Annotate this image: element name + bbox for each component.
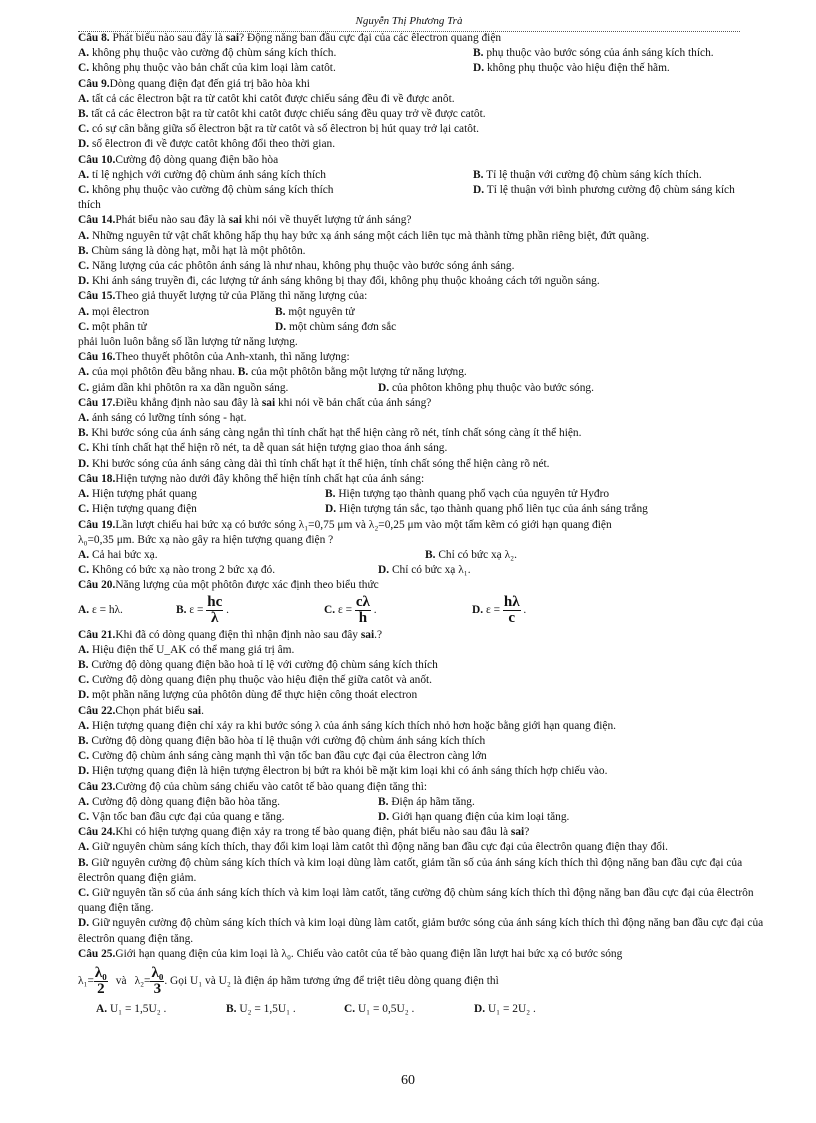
question-text: . Gọi U₁ và U₂ là điện áp hãm tương ứng để triệt tiêu dòng quang điện thì xyxy=(164,975,499,988)
page-header: Nguyễn Thị Phương Trà xyxy=(78,15,740,32)
keyword: sai xyxy=(510,826,525,839)
question-25 xyxy=(78,947,772,962)
question-20 xyxy=(78,578,772,593)
question-text: Phát biểu nào sau đây là xyxy=(112,32,226,44)
question-text: Cường độ dòng quang điện bão hòa xyxy=(115,153,279,166)
question-number: Câu 23. xyxy=(78,780,116,793)
option-c: C. không phụ thuộc vào cường độ chùm sáng kích thích xyxy=(78,184,334,197)
options-row xyxy=(78,365,772,380)
option-c: C. U₁ = 0,5U₂ . xyxy=(344,1002,415,1015)
option-a: A. Hiệu điện thế U_AK có thể mang giá trị âm. xyxy=(78,643,295,656)
option-c: C. Cường độ chùm ánh sáng càng mạnh thì vận tốc ban đầu cực đại của êlectron càng lớn xyxy=(78,750,487,763)
option-a: A. U₁ = 1,5U₂ . xyxy=(96,1002,167,1015)
question-number: Câu 10. xyxy=(78,153,116,166)
option-a: A. không phụ thuộc vào cường độ chùm sáng kích thích. xyxy=(78,47,337,60)
option-a: A. ε = hλ. xyxy=(78,603,123,616)
options-row xyxy=(78,183,772,198)
question-text: khi nói về bản chất của ánh sáng? xyxy=(275,396,432,409)
option-d: D. Hiện tượng tán sắc, tạo thành quang phổ liên tục của ánh sáng trắng xyxy=(325,503,648,516)
question-number: Câu 8. xyxy=(78,32,110,44)
options-row xyxy=(78,502,772,517)
question-number: Câu 18. xyxy=(78,472,116,485)
question-text: Hiện tượng nào dưới đây không thể hiện tính chất hạt của ánh sáng: xyxy=(115,472,425,485)
question-text: khi nói về thuyết lượng tử ánh sáng? xyxy=(241,214,412,227)
option-d: D. Tỉ lệ thuận với bình phương cường độ chùm sáng kích xyxy=(473,184,735,197)
option-c: C. Không có bức xạ nào trong 2 bức xạ đó. xyxy=(78,564,276,577)
question-15 xyxy=(78,289,772,304)
options-row xyxy=(78,795,772,810)
options-row xyxy=(78,1002,772,1017)
option-d: D. một chùm sáng đơn sắc xyxy=(275,320,397,333)
options-row xyxy=(78,168,772,183)
option-d: D. một phần năng lượng của phôtôn dùng để thực hiện công thoát electron xyxy=(78,689,418,702)
option-b: B. tất cả các êlectron bật ra từ catôt khi catôt được chiếu sáng đều quay trở về được catôt. xyxy=(78,108,486,121)
option-d: D. ε = $\frac{h\lambda}{c}$ . xyxy=(472,594,527,627)
option-c: C. giảm dần khi phôtôn ra xa dần nguồn sáng. xyxy=(78,381,289,394)
option-b: B. U₂ = 1,5U₁ . xyxy=(226,1002,296,1015)
option-c: C. không phụ thuộc vào bản chất của kim loại làm catôt. xyxy=(78,62,336,75)
question-23 xyxy=(78,780,772,795)
keyword: sai xyxy=(225,32,240,44)
question-text: ? xyxy=(524,826,530,839)
question-17 xyxy=(78,396,772,411)
question-number: Câu 16. xyxy=(78,351,116,364)
option-a: A. Giữ nguyên chùm sáng kích thích, thay đổi kim loại làm catôt thì động năng ban đầu cực đại của êlectrôn quang điện thay đổi. xyxy=(78,841,668,854)
option-a: A. ánh sáng có lưỡng tính sóng - hạt. xyxy=(78,412,247,425)
option-c: C. Hiện tượng quang điện xyxy=(78,503,197,516)
options-row xyxy=(78,810,772,825)
option-d: D. Hiện tượng quang điện là hiện tượng êlectron bị bứt ra khỏi bề mặt kim loại khi có ánh sáng thích hợp chiếu vào. xyxy=(78,765,608,778)
option-d: D. không phụ thuộc vào hiệu điện thế hãm. xyxy=(473,62,670,75)
question-text: Theo giả thuyết lượng tử của Plăng thì năng lượng của: xyxy=(115,290,368,303)
question-number: Câu 9. xyxy=(78,77,110,90)
option-d: D. Khi bước sóng của ánh sáng càng dài thì tính chất hạt ít thể hiện, tính chất sóng thể hiện càng rõ nét. xyxy=(78,457,550,470)
options-row xyxy=(78,548,772,563)
question-14 xyxy=(78,213,772,228)
question-text: Theo thuyết phôtôn của Anh-xtanh, thì năng lượng: xyxy=(115,351,350,364)
option-b: B. Hiện tượng tạo thành quang phổ vạch của nguyên tử Hyđro xyxy=(325,488,610,501)
question-text: Lần lượt chiếu hai bức xạ có bước sóng λ₁=0,75 μm và λ₂=0,25 μm vào một tấm kẽm có giới hạn quang điện xyxy=(115,518,612,531)
keyword: sai xyxy=(187,704,202,717)
option-b: B. Cường độ dòng quang điện bão hòa tỉ lệ thuận với cường độ chùm ánh sáng kích thích xyxy=(78,734,486,747)
option-a: A. Những nguyên tử vật chất không hấp thụ hay bức xạ ánh sáng một cách liên tục mà thành từng phần riêng biệt, đứt quãng. xyxy=(78,229,650,242)
question-text: Điều khẳng định nào sau đây là xyxy=(115,396,262,409)
option-c: C. Năng lượng của các phôtôn ánh sáng là như nhau, không phụ thuộc vào bước sóng ánh sáng. xyxy=(78,260,515,273)
option-b: B. Tỉ lệ thuận với cường độ chùm sáng kích thích. xyxy=(473,168,702,181)
options-row xyxy=(78,46,772,61)
question-text: Giới hạn quang điện của kim loại là λ₀. Chiếu vào catôt của tế bào quang điện lần lượt hai bức xạ có bước sóng xyxy=(115,947,623,960)
options-row xyxy=(78,305,772,320)
question-text: Chọn phát biểu xyxy=(115,704,188,717)
question-number: Câu 24. xyxy=(78,826,116,839)
fraction: $\frac{\text{λ₀}}{2}$ xyxy=(94,965,107,998)
option-b: B. một nguyên tử xyxy=(275,305,355,318)
question-24 xyxy=(78,825,772,840)
question-text: . xyxy=(201,704,204,717)
option-b: B. Giữ nguyên cường độ chùm sáng kích thích và kim loại dùng làm catốt, giảm tần số của ánh sáng kích thích thì động năng ban đầu cực đại của êlectrôn quang điện giảm. xyxy=(78,856,743,884)
option-b: B. của một phôtôn bằng một lượng tử năng lượng. xyxy=(237,366,467,379)
options-row xyxy=(78,61,772,76)
option-d: D. số êlectron đi về được catôt không đổi theo thời gian. xyxy=(78,138,336,151)
option-b: B. ε = $\frac{hc}{\lambda}$ . xyxy=(176,594,229,627)
option-b: B. Khi bước sóng của ánh sáng càng ngắn thì tính chất hạt thể hiện càng rõ nét, tính chất sóng càng ít thể hiện. xyxy=(78,427,582,440)
keyword: sai xyxy=(261,396,276,409)
option-b: B. phụ thuộc vào bước sóng của ánh sáng kích thích. xyxy=(473,47,714,60)
question-22 xyxy=(78,704,772,719)
lambda1-label: λ₁= xyxy=(78,975,94,988)
option-d-continued: thích xyxy=(78,199,101,212)
question-number: Câu 20. xyxy=(78,579,116,592)
option-b: B. Cường độ dòng quang điện bão hoà tỉ lệ với cường độ chùm sáng kích thích xyxy=(78,658,438,671)
option-c: C. Vận tốc ban đầu cực đại của quang e tăng. xyxy=(78,810,285,823)
option-c: C. Khi tính chất hạt thể hiện rõ nét, ta dễ quan sát hiện tượng giao thoa ánh sáng. xyxy=(78,442,448,455)
lambda2-label: λ₂= xyxy=(134,975,151,988)
option-d: D. Chỉ có bức xạ λ₁. xyxy=(378,564,471,577)
option-a: A. Cả hai bức xạ. xyxy=(78,548,158,561)
question-text: Dòng quang điện đạt đến giá trị bão hòa khi xyxy=(109,77,310,90)
options-row xyxy=(78,381,772,396)
fraction: $\frac{\text{λ₀}}{3}$ xyxy=(151,965,164,998)
question-19 xyxy=(78,518,772,533)
question-8 xyxy=(78,31,772,46)
option-a: A. Hiện tượng quang điện chỉ xảy ra khi bước sóng λ của ánh sáng kích thích nhỏ hơn hoặc bằng giới hạn quang điện. xyxy=(78,719,616,732)
option-c: C. Giữ nguyên tần số của ánh sáng kích thích và kim loại làm catốt, tăng cường độ chùm sáng kích thích thì động năng ban đầu cực đại của êlectrôn quang điện tăng. xyxy=(78,886,754,915)
question-text: .? xyxy=(374,628,383,641)
fraction: $\frac{hc}{\lambda}$ xyxy=(207,594,223,627)
question-18 xyxy=(78,472,772,487)
question-16 xyxy=(78,350,772,365)
question-number: Câu 15. xyxy=(78,290,116,303)
question-tail: phải luôn luôn bằng số lần lượng tử năng lượng. xyxy=(78,336,298,349)
option-d: D. Giữ nguyên cường độ chùm sáng kích thích và kim loại dùng làm catốt, giảm bước sóng của ánh sáng kích thích thì động năng ban đầu cực đại của êlectrôn quang điện tăng. xyxy=(78,917,764,945)
option-d: D. Khi ánh sáng truyền đi, các lượng tử ánh sáng không bị thay đổi, không phụ thuộc khoảng cách tới nguồn sáng. xyxy=(78,275,600,288)
option-c: C. có sự cân bằng giữa số êlectron bật ra từ catôt và số êlectron bị hút quay trở lại catôt. xyxy=(78,123,479,136)
question-number: Câu 14. xyxy=(78,214,116,227)
option-a: A. Hiện tượng phát quang xyxy=(78,488,197,501)
formula-options xyxy=(78,594,772,628)
page-number: 60 xyxy=(401,1073,415,1088)
option-c: C. một phân tử xyxy=(78,320,147,333)
option-b: B. Điện áp hãm tăng. xyxy=(378,795,475,808)
question-number: Câu 25. xyxy=(78,947,116,960)
option-d: D. của phôton không phụ thuộc vào bước sóng. xyxy=(378,381,594,394)
fraction: $\frac{c\lambda}{h}$ xyxy=(355,594,370,627)
option-d: D. Giới hạn quang điện của kim loại tăng. xyxy=(378,810,570,823)
option-a: A. mọi êlectron xyxy=(78,305,150,318)
option-c: C. ε = $\frac{c\lambda}{h}$ . xyxy=(324,594,377,627)
option-a: A. Cường độ dòng quang điện bão hòa tăng. xyxy=(78,795,281,808)
option-b: B. Chùm sáng là dòng hạt, mỗi hạt là một phôtôn. xyxy=(78,244,306,257)
option-d: D. U₁ = 2U₂ . xyxy=(474,1002,536,1015)
connector-text: và xyxy=(115,975,127,988)
question-text: ? Động năng ban đầu cực đại của các êlectron quang điện xyxy=(239,32,502,44)
keyword: sai xyxy=(228,214,242,227)
question-text: Cường độ của chùm sáng chiếu vào catôt tế bào quang điện tăng thì: xyxy=(115,780,428,793)
question-text: Khi đã có dòng quang điện thì nhận định nào sau đây xyxy=(115,628,361,641)
question-10 xyxy=(78,153,772,168)
question-number: Câu 22. xyxy=(78,704,116,717)
options-row xyxy=(78,320,772,335)
document-body xyxy=(78,31,772,1017)
question-9 xyxy=(78,77,772,92)
formula-line xyxy=(78,962,772,1002)
question-number: Câu 21. xyxy=(78,628,116,641)
question-21 xyxy=(78,628,772,643)
question-text: λ₀=0,35 μm. Bức xạ nào gây ra hiện tượng quang điện ? xyxy=(78,533,334,546)
question-number: Câu 17. xyxy=(78,396,116,409)
option-c: C. Cường độ dòng quang điện phụ thuộc vào hiệu điện thế giữa catôt và anốt. xyxy=(78,674,433,687)
options-row xyxy=(78,487,772,502)
option-b: B. Chỉ có bức xạ λ₂. xyxy=(425,548,517,561)
options-row xyxy=(78,563,772,578)
question-text: Năng lượng của một phôtôn được xác định theo biểu thức xyxy=(115,579,379,592)
option-a: A. tất cả các êlectron bật ra từ catôt khi catôt được chiếu sáng đều đi về được anôt. xyxy=(78,92,455,105)
question-text: Khi có hiện tượng quang điện xảy ra trong tế bào quang điện, phát biểu nào sau đâu là xyxy=(115,826,511,839)
option-a: A. tỉ lệ nghịch với cường độ chùm ánh sáng kích thích xyxy=(78,168,326,181)
fraction: $\frac{h\lambda}{c}$ xyxy=(503,594,520,627)
question-text: Phát biểu nào sau đây là xyxy=(115,214,229,227)
keyword: sai xyxy=(360,628,375,641)
option-a: A. của mọi phôtôn đều bằng nhau. xyxy=(78,366,235,379)
question-number: Câu 19. xyxy=(78,518,116,531)
